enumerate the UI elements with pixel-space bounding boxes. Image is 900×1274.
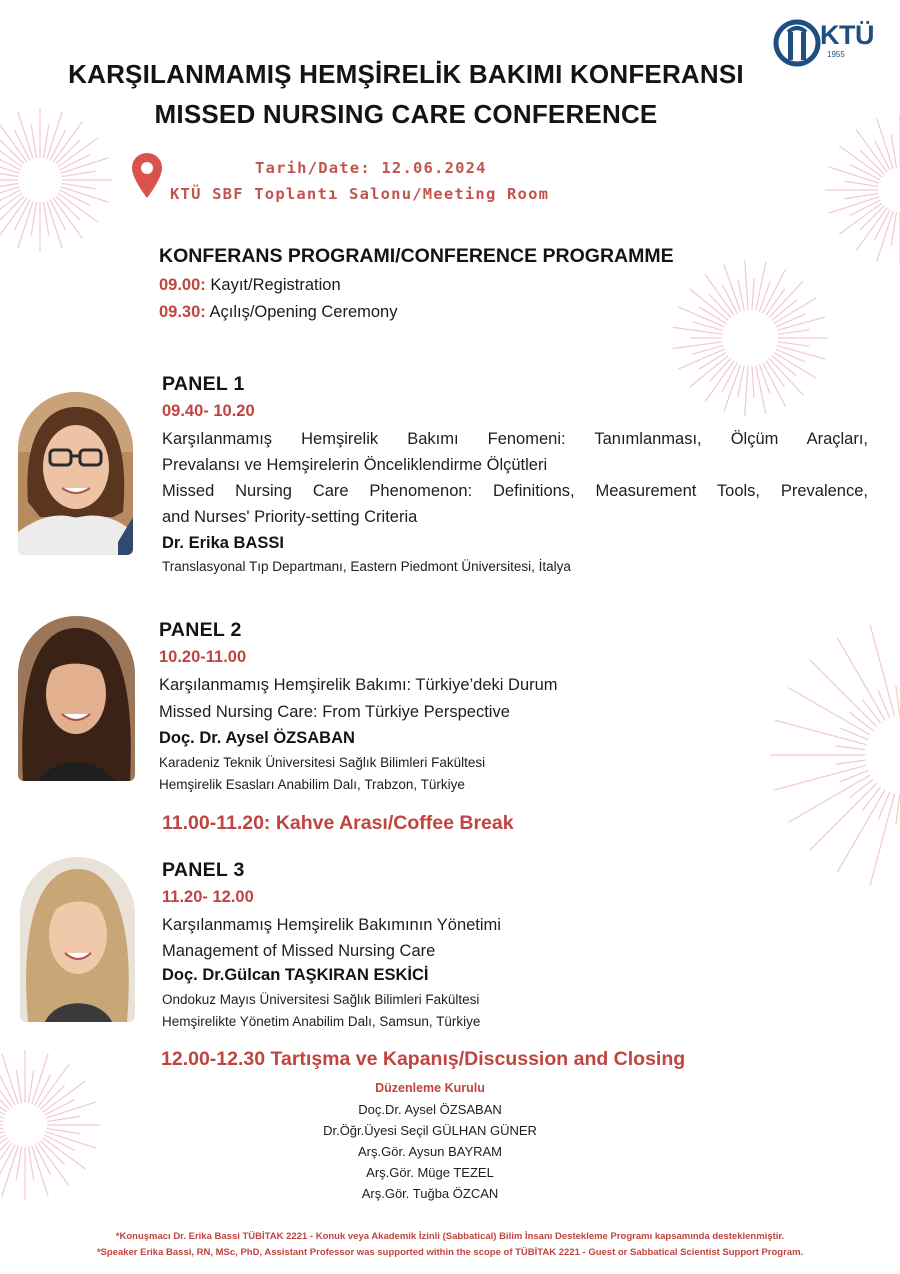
sunburst-decoration (820, 110, 900, 270)
panel-time: 11.20- 12.00 (162, 888, 254, 906)
speaker-name: Doç. Dr.Gülcan TAŞKIRAN ESKİCİ (162, 966, 429, 984)
speaker-affiliation: Translasyonal Tıp Departmanı, Eastern Piedmont Üniversitesi, İtalya (162, 559, 571, 574)
panel-topic-line: Karşılanmamış Hemşirelik Bakımı: Türkiye’deki Durum (159, 676, 558, 694)
programme-heading: KONFERANS PROGRAMI/CONFERENCE PROGRAMME (159, 245, 674, 267)
panel-topic-line: Karşılanmamış Hemşirelik Bakımı Fenomeni: Tanımlanması, Ölçüm Araçları, (162, 430, 868, 448)
committee-member: Doç.Dr. Aysel ÖZSABAN (358, 1102, 502, 1117)
committee-member: Arş.Gör. Tuğba ÖZCAN (361, 1186, 499, 1201)
committee-heading: Düzenleme Kurulu (375, 1081, 485, 1095)
speaker-affiliation: Hemşirelikte Yönetim Anabilim Dalı, Samsun, Türkiye (162, 1014, 481, 1029)
speaker-name: Dr. Erika BASSI (162, 534, 284, 552)
programme-item (159, 303, 398, 322)
programme-label: Kayıt/Registration (210, 276, 341, 294)
panel-topic-line: Prevalansı ve Hemşirelerin Önceliklendirme Ölçütleri (162, 456, 548, 474)
committee-member: Arş.Gör. Aysun BAYRAM (357, 1144, 502, 1159)
sunburst-decoration (0, 1045, 105, 1205)
logo-year: 1955 (827, 50, 845, 59)
panel-time: 09.40- 10.20 (162, 402, 255, 420)
panel-time: 10.20-11.00 (159, 648, 247, 666)
event-location: KTÜ SBF Toplantı Salonu/Meeting Room (170, 185, 550, 203)
sunburst-decoration (770, 620, 900, 890)
event-date: Tarih/Date: 12.06.2024 (255, 159, 487, 177)
panel-topic-line: Missed Nursing Care Phenomenon: Definitions, Measurement Tools, Prevalence, (162, 482, 868, 500)
panel-title: PANEL 1 (162, 373, 245, 395)
speaker-affiliation: Hemşirelik Esasları Anabilim Dalı, Trabzon, Türkiye (159, 777, 465, 792)
speaker-photo-erika-bassi (18, 392, 133, 555)
speaker-name: Doç. Dr. Aysel ÖZSABAN (159, 729, 355, 747)
panel-topic-line: Missed Nursing Care: From Türkiye Perspective (159, 703, 510, 721)
organizing-committee (230, 1081, 630, 1204)
committee-member: Arş.Gör. Müge TEZEL (366, 1165, 494, 1180)
panel-topic-line: Management of Missed Nursing Care (162, 942, 436, 960)
logo-text: KTÜ (820, 20, 874, 50)
panel-title: PANEL 2 (159, 619, 242, 641)
programme-item (159, 276, 341, 295)
closing-session: 12.00-12.30 Tartışma ve Kapanış/Discussion and Closing (161, 1048, 686, 1070)
programme-label: Açılış/Opening Ceremony (209, 303, 398, 321)
panel-topic-line: and Nurses' Priority-setting Criteria (162, 508, 418, 526)
page-title-tr: KARŞILANMAMIŞ HEMŞİRELİK BAKIMI KONFERANSI (68, 59, 744, 89)
speaker-affiliation: Karadeniz Teknik Üniversitesi Sağlık Bilimleri Fakültesi (159, 755, 486, 770)
panel-title: PANEL 3 (162, 859, 245, 881)
speaker-photo-aysel-ozsaban (18, 616, 135, 781)
committee-member: Dr.Öğr.Üyesi Seçil GÜLHAN GÜNER (323, 1123, 537, 1138)
speaker-photo-gulcan-taskiran-eskici (20, 857, 135, 1022)
page-title-en: MISSED NURSING CARE CONFERENCE (154, 99, 658, 129)
footnote-tr: *Konuşmacı Dr. Erika Bassi TÜBİTAK 2221 - Konuk veya Akademik İzinli (Sabbatical) Bilim İnsanı Destekleme Programı kapsamında desteklenmiştir. (115, 1231, 785, 1242)
speaker-affiliation: Ondokuz Mayıs Üniversitesi Sağlık Bilimleri Fakültesi (162, 992, 480, 1007)
sunburst-decoration (670, 258, 830, 418)
coffee-break: 11.00-11.20: Kahve Arası/Coffee Break (162, 812, 514, 834)
location-pin-icon (131, 152, 163, 200)
footnote-en: *Speaker Erika Bassi, RN, MSc, PhD, Assistant Professor was supported within the scope of TÜBİTAK 2221 - Guest or Sabbatical Scientist Support Program. (96, 1247, 804, 1258)
programme-time: 09.00: (159, 276, 206, 294)
programme-time: 09.30: (159, 303, 206, 321)
panel-topic-line: Karşılanmamış Hemşirelik Bakımının Yönetimi (162, 916, 501, 934)
